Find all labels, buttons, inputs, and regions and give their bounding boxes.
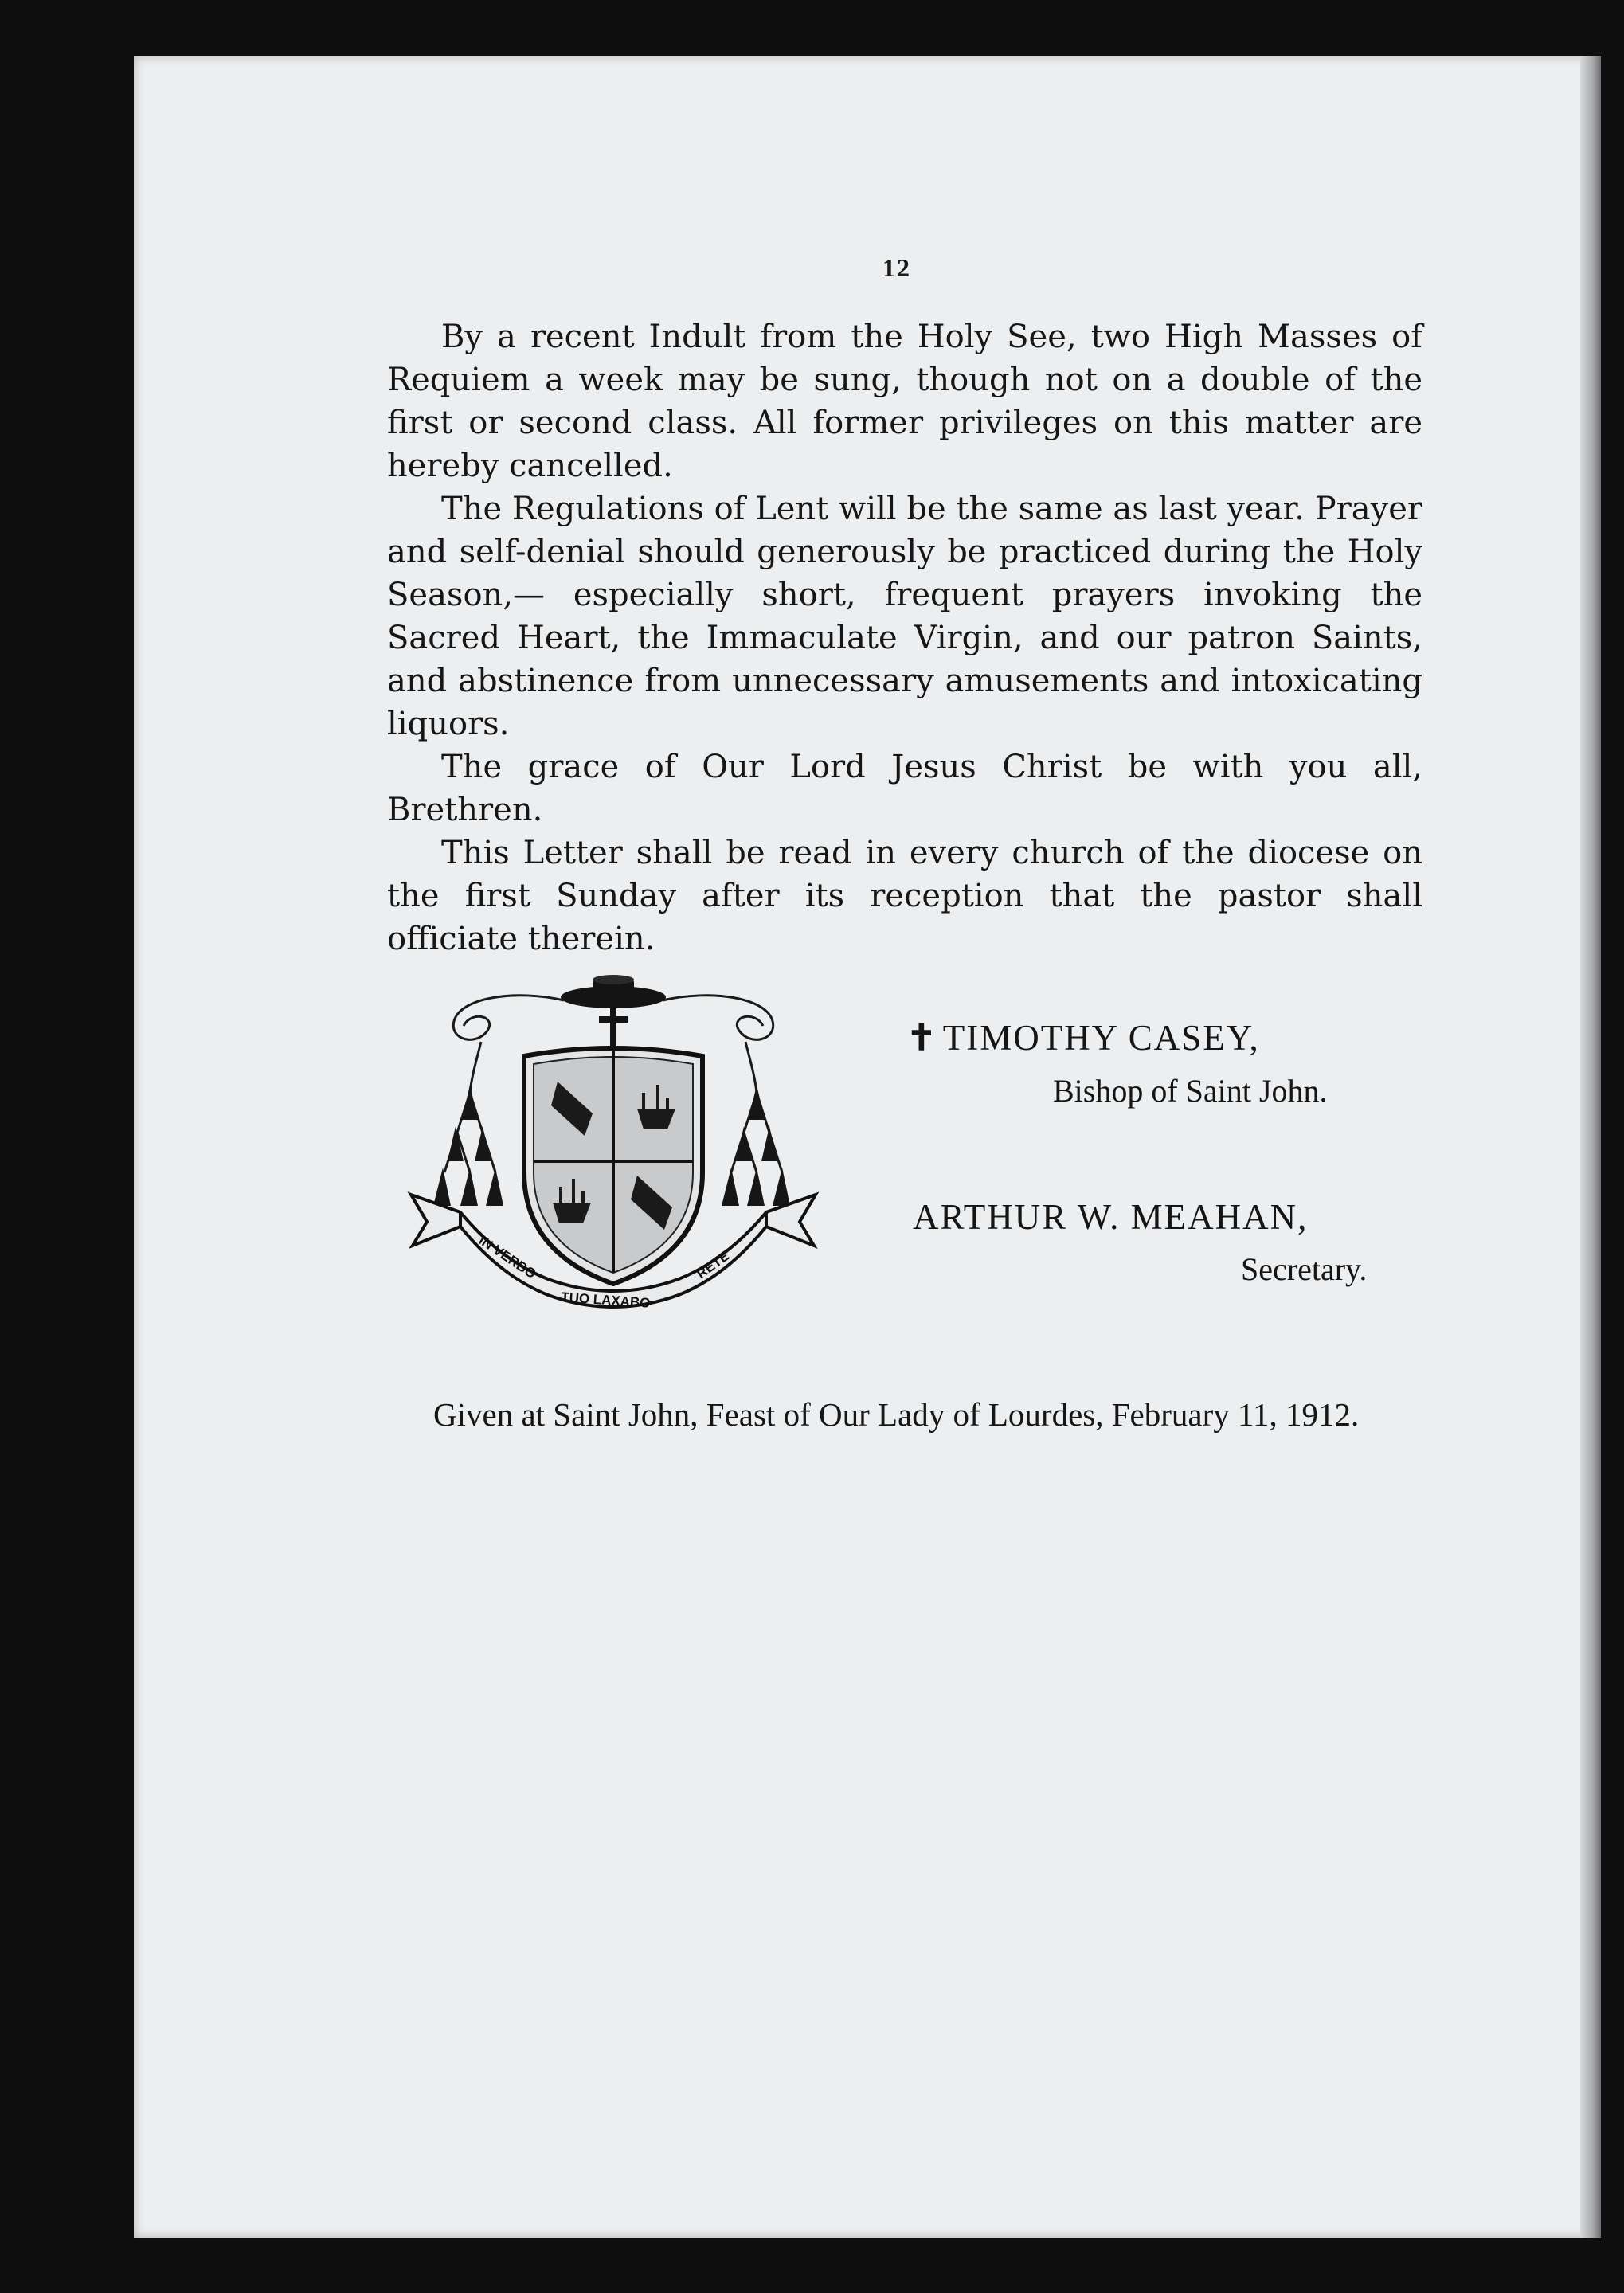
bishop-name-line (906, 1016, 1260, 1058)
bishop-name: TIMOTHY CASEY, (942, 1018, 1260, 1058)
galero-hat-icon (561, 975, 666, 1008)
latin-cross-icon: ✝ (906, 1018, 938, 1058)
secretary-title: Secretary. (1241, 1251, 1368, 1287)
letter-body (387, 315, 1422, 961)
bishop-title: Bishop of Saint John. (1053, 1073, 1328, 1109)
page-edge-shadow (1580, 56, 1601, 2238)
paragraph-reading-instruction: This Letter shall be read in every church of the diocese on the first Sunday after its reception that the pastor shall officiate therein. (387, 835, 1422, 957)
paragraph-lent-regulations: The Regulations of Lent will be the same as last year. Prayer and self-denial should generously be practiced during the Holy Season,— especially short, frequent prayers invoking the Sacred Heart, the Immaculate Virgin, and our patron Saints, and abstinence from unnecessary amusements and intoxicating liquors. (387, 491, 1422, 742)
bishop-signature (906, 1016, 1260, 1058)
motto-word-1: IN VERBO (475, 1232, 539, 1282)
tassels-right-icon (722, 1085, 790, 1206)
motto-word-3: RETE (694, 1248, 733, 1282)
dateline-text: Given at Saint John, Feast of Our Lady of Lourdes, February 11, 1912. (433, 1396, 1360, 1433)
tassels-left-icon (433, 1085, 503, 1206)
dateline (395, 1392, 1430, 1437)
paragraph-blessing: The grace of Our Lord Jesus Christ be with you all, Brethren. (387, 749, 1422, 828)
motto-word-2: TUO LAXABO (560, 1289, 652, 1311)
secretary-name: ARTHUR W. MEAHAN, (913, 1197, 1309, 1237)
page-number: 12 (882, 253, 911, 282)
coat-of-arms-seal (405, 973, 819, 1340)
shield-icon (524, 1048, 702, 1284)
paragraph-indult: By a recent Indult from the Holy See, two High Masses of Requiem a week may be sung, though not on a double of the first or second class. All former privileges on this matter are hereby cancelled. (387, 319, 1422, 484)
